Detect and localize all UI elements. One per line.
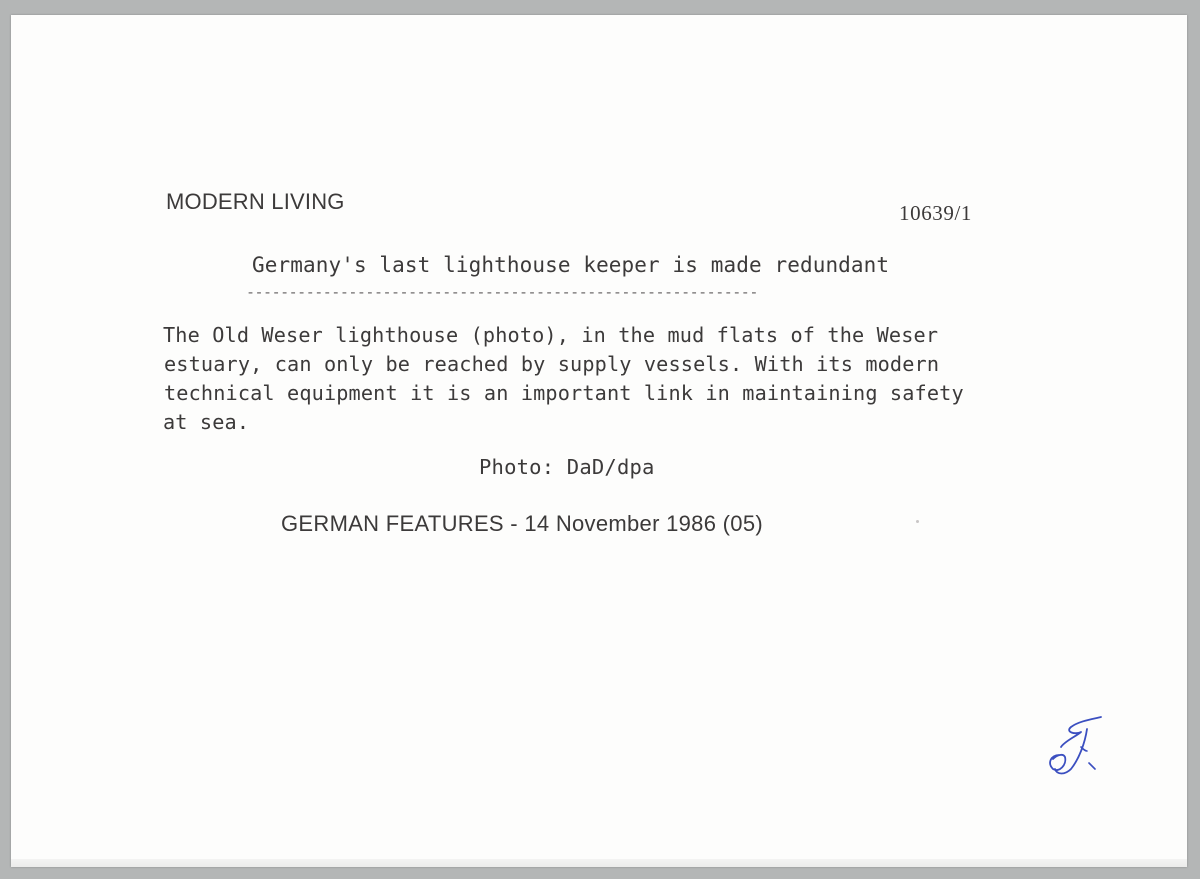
reference-number: 10639/1 <box>899 201 973 225</box>
body-line: technical equipment it is an important link in maintaining safety <box>164 381 964 405</box>
photo-credit: Photo: DaD/dpa <box>479 455 655 479</box>
dateline: GERMAN FEATURES - 14 November 1986 (05) <box>281 511 763 536</box>
headline-underline: ------------------------------------------------------------ <box>246 283 758 301</box>
page-bottom-edge <box>11 859 1187 867</box>
body-text <box>163 321 1003 437</box>
body-line: estuary, can only be reached by supply vessels. With its modern <box>164 352 940 376</box>
signature-icon <box>1035 699 1115 779</box>
document-page <box>11 15 1187 867</box>
section-heading: MODERN LIVING <box>166 189 345 214</box>
paper-speck <box>916 520 919 523</box>
headline: Germany's last lighthouse keeper is made redundant <box>252 253 890 277</box>
body-line: at sea. <box>163 410 250 434</box>
body-line: The Old Weser lighthouse (photo), in the mud flats of the Weser <box>163 323 939 347</box>
